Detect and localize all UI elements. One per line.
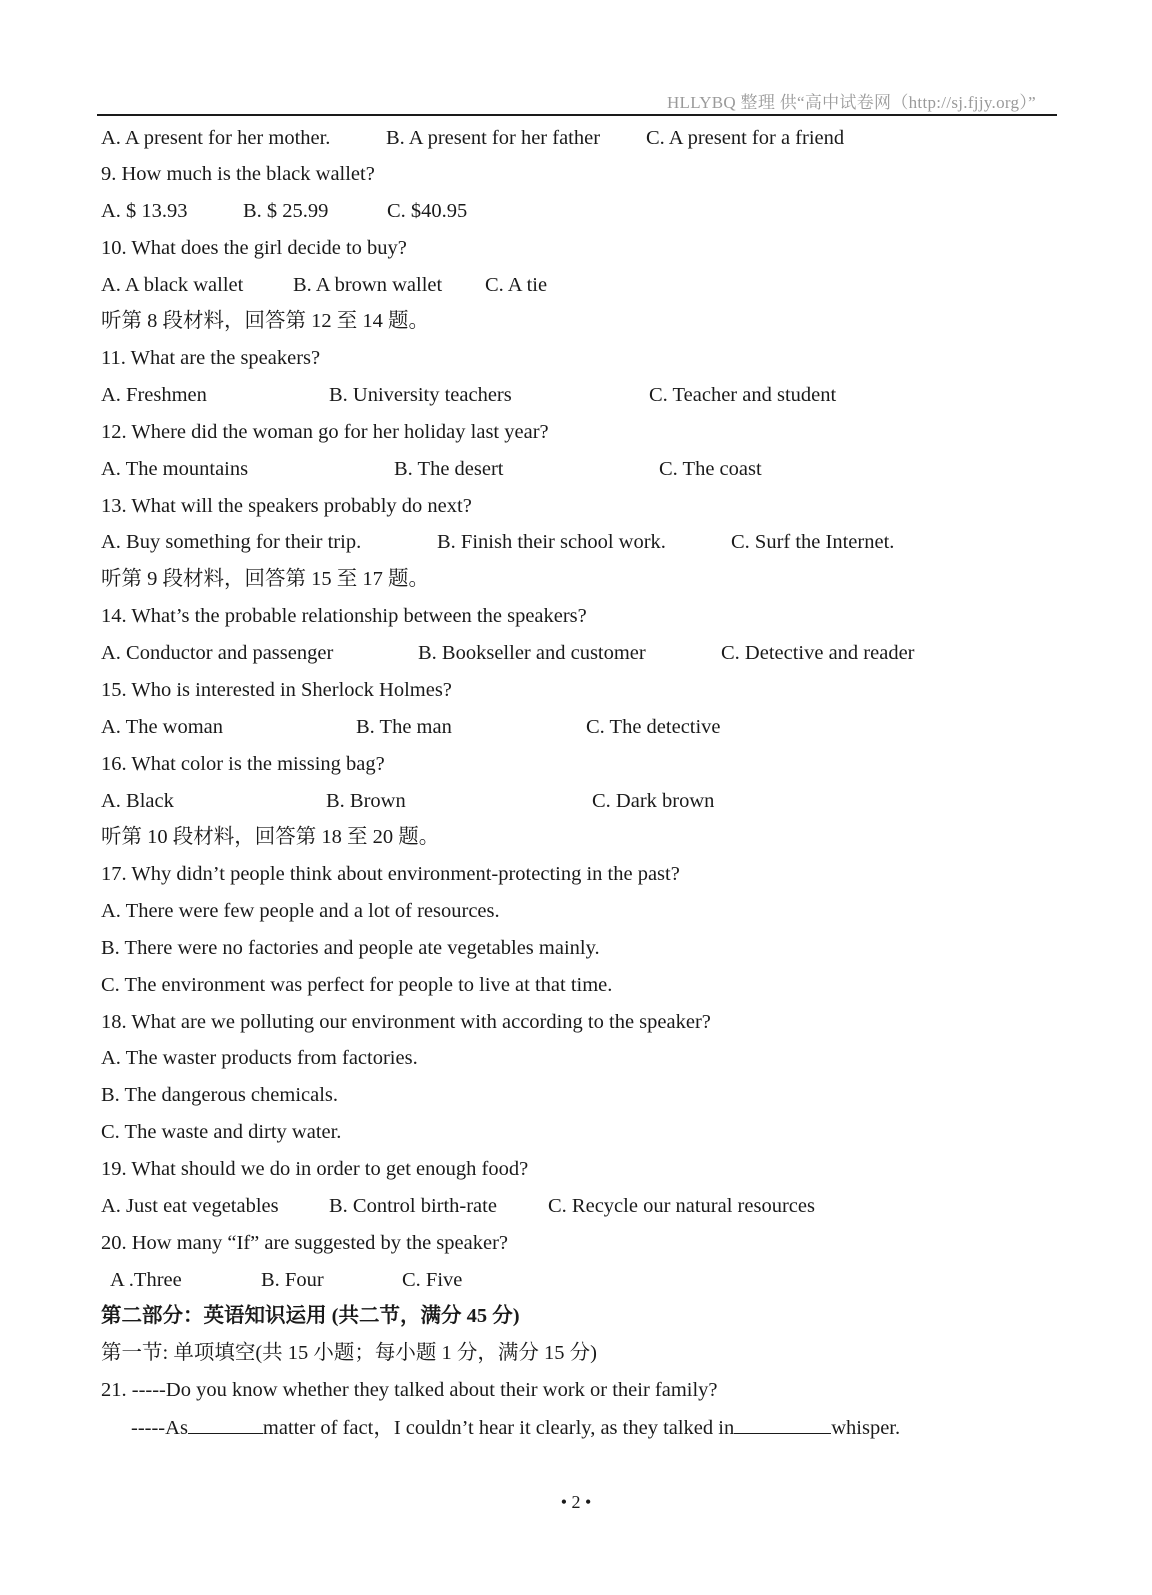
q19-option-b: B. Control birth-rate xyxy=(329,1195,497,1217)
q15-option-b: B. The man xyxy=(356,716,452,738)
q10-option-a: A. A black wallet xyxy=(101,274,244,296)
q21-response-part-3: whisper. xyxy=(831,1417,901,1439)
question-10: 10. What does the girl decide to buy? xyxy=(101,237,407,259)
question-17: 17. Why didn’t people think about environment-protecting in the past? xyxy=(101,863,680,885)
question-14: 14. What’s the probable relationship between the speakers? xyxy=(101,605,587,627)
section-10-instruction: 听第 10 段材料，回答第 18 至 20 题。 xyxy=(101,826,440,848)
q14-option-a: A. Conductor and passenger xyxy=(101,642,334,664)
q10-option-b: B. A brown wallet xyxy=(293,274,443,296)
q8-option-a: A. A present for her mother. xyxy=(101,127,331,149)
q8-option-c: C. A present for a friend xyxy=(646,127,845,149)
q12-option-b: B. The desert xyxy=(394,458,504,480)
q9-option-a: A. $ 13.93 xyxy=(101,200,188,222)
q17-option-b: B. There were no factories and people ate vegetables mainly. xyxy=(101,937,600,959)
q17-option-c: C. The environment was perfect for people to live at that time. xyxy=(101,974,613,996)
q14-option-b: B. Bookseller and customer xyxy=(418,642,646,664)
q12-option-c: C. The coast xyxy=(659,458,762,480)
q19-option-c: C. Recycle our natural resources xyxy=(548,1195,815,1217)
page-header: HLLYBQ 整理 供“高中试卷网（http://sj.fjjy.org）” xyxy=(666,93,1036,112)
q18-option-c: C. The waste and dirty water. xyxy=(101,1121,342,1143)
q21-response-part-2: matter of fact，I couldn’t hear it clearly, as they talked in xyxy=(262,1417,735,1439)
question-13: 13. What will the speakers probably do next? xyxy=(101,495,472,517)
section-8-instruction: 听第 8 段材料，回答第 12 至 14 题。 xyxy=(101,310,429,332)
section-9-instruction: 听第 9 段材料，回答第 15 至 17 题。 xyxy=(101,568,429,590)
q20-option-c: C. Five xyxy=(402,1269,463,1291)
question-21: 21. -----Do you know whether they talked about their work or their family? xyxy=(101,1379,718,1401)
q17-option-a: A. There were few people and a lot of resources. xyxy=(101,900,500,922)
q11-option-c: C. Teacher and student xyxy=(649,384,837,406)
q21-blank-2 xyxy=(734,1415,831,1434)
q16-option-a: A. Black xyxy=(101,790,174,812)
question-21-response xyxy=(131,1415,900,1440)
q16-option-b: B. Brown xyxy=(326,790,406,812)
q13-option-c: C. Surf the Internet. xyxy=(731,531,895,553)
question-15: 15. Who is interested in Sherlock Holmes? xyxy=(101,679,452,701)
question-18: 18. What are we polluting our environment with according to the speaker? xyxy=(101,1011,711,1033)
part-2-heading: 第二部分：英语知识运用 (共二节，满分 45 分) xyxy=(101,1305,520,1327)
q12-option-a: A. The mountains xyxy=(101,458,249,480)
q14-option-c: C. Detective and reader xyxy=(721,642,915,664)
q19-option-a: A. Just eat vegetables xyxy=(101,1195,279,1217)
question-11: 11. What are the speakers? xyxy=(101,347,321,369)
q13-option-b: B. Finish their school work. xyxy=(437,531,666,553)
q16-option-c: C. Dark brown xyxy=(592,790,715,812)
q20-option-b: B. Four xyxy=(261,1269,324,1291)
part-2-section-1-heading: 第一节: 单项填空(共 15 小题；每小题 1 分，满分 15 分) xyxy=(101,1342,597,1364)
q21-blank-1 xyxy=(188,1415,263,1434)
q13-option-a: A. Buy something for their trip. xyxy=(101,531,362,553)
question-20: 20. How many “If” are suggested by the speaker? xyxy=(101,1232,508,1254)
q8-option-b: B. A present for her father xyxy=(386,127,601,149)
question-12: 12. Where did the woman go for her holiday last year? xyxy=(101,421,549,443)
q10-option-c: C. A tie xyxy=(485,274,548,296)
q9-option-b: B. $ 25.99 xyxy=(243,200,329,222)
q11-option-b: B. University teachers xyxy=(329,384,512,406)
question-16: 16. What color is the missing bag? xyxy=(101,753,385,775)
question-9: 9. How much is the black wallet? xyxy=(101,163,375,185)
q15-option-c: C. The detective xyxy=(586,716,721,738)
question-19: 19. What should we do in order to get enough food? xyxy=(101,1158,529,1180)
q18-option-b: B. The dangerous chemicals. xyxy=(101,1084,339,1106)
header-rule xyxy=(97,114,1057,116)
q11-option-a: A. Freshmen xyxy=(101,384,207,406)
q20-option-a: A .Three xyxy=(110,1269,182,1291)
q15-option-a: A. The woman xyxy=(101,716,224,738)
q9-option-c: C. $40.95 xyxy=(387,200,468,222)
q18-option-a: A. The waster products from factories. xyxy=(101,1047,418,1069)
page-number: • 2 • xyxy=(560,1492,592,1512)
q21-response-part-1: -----As xyxy=(131,1417,188,1439)
